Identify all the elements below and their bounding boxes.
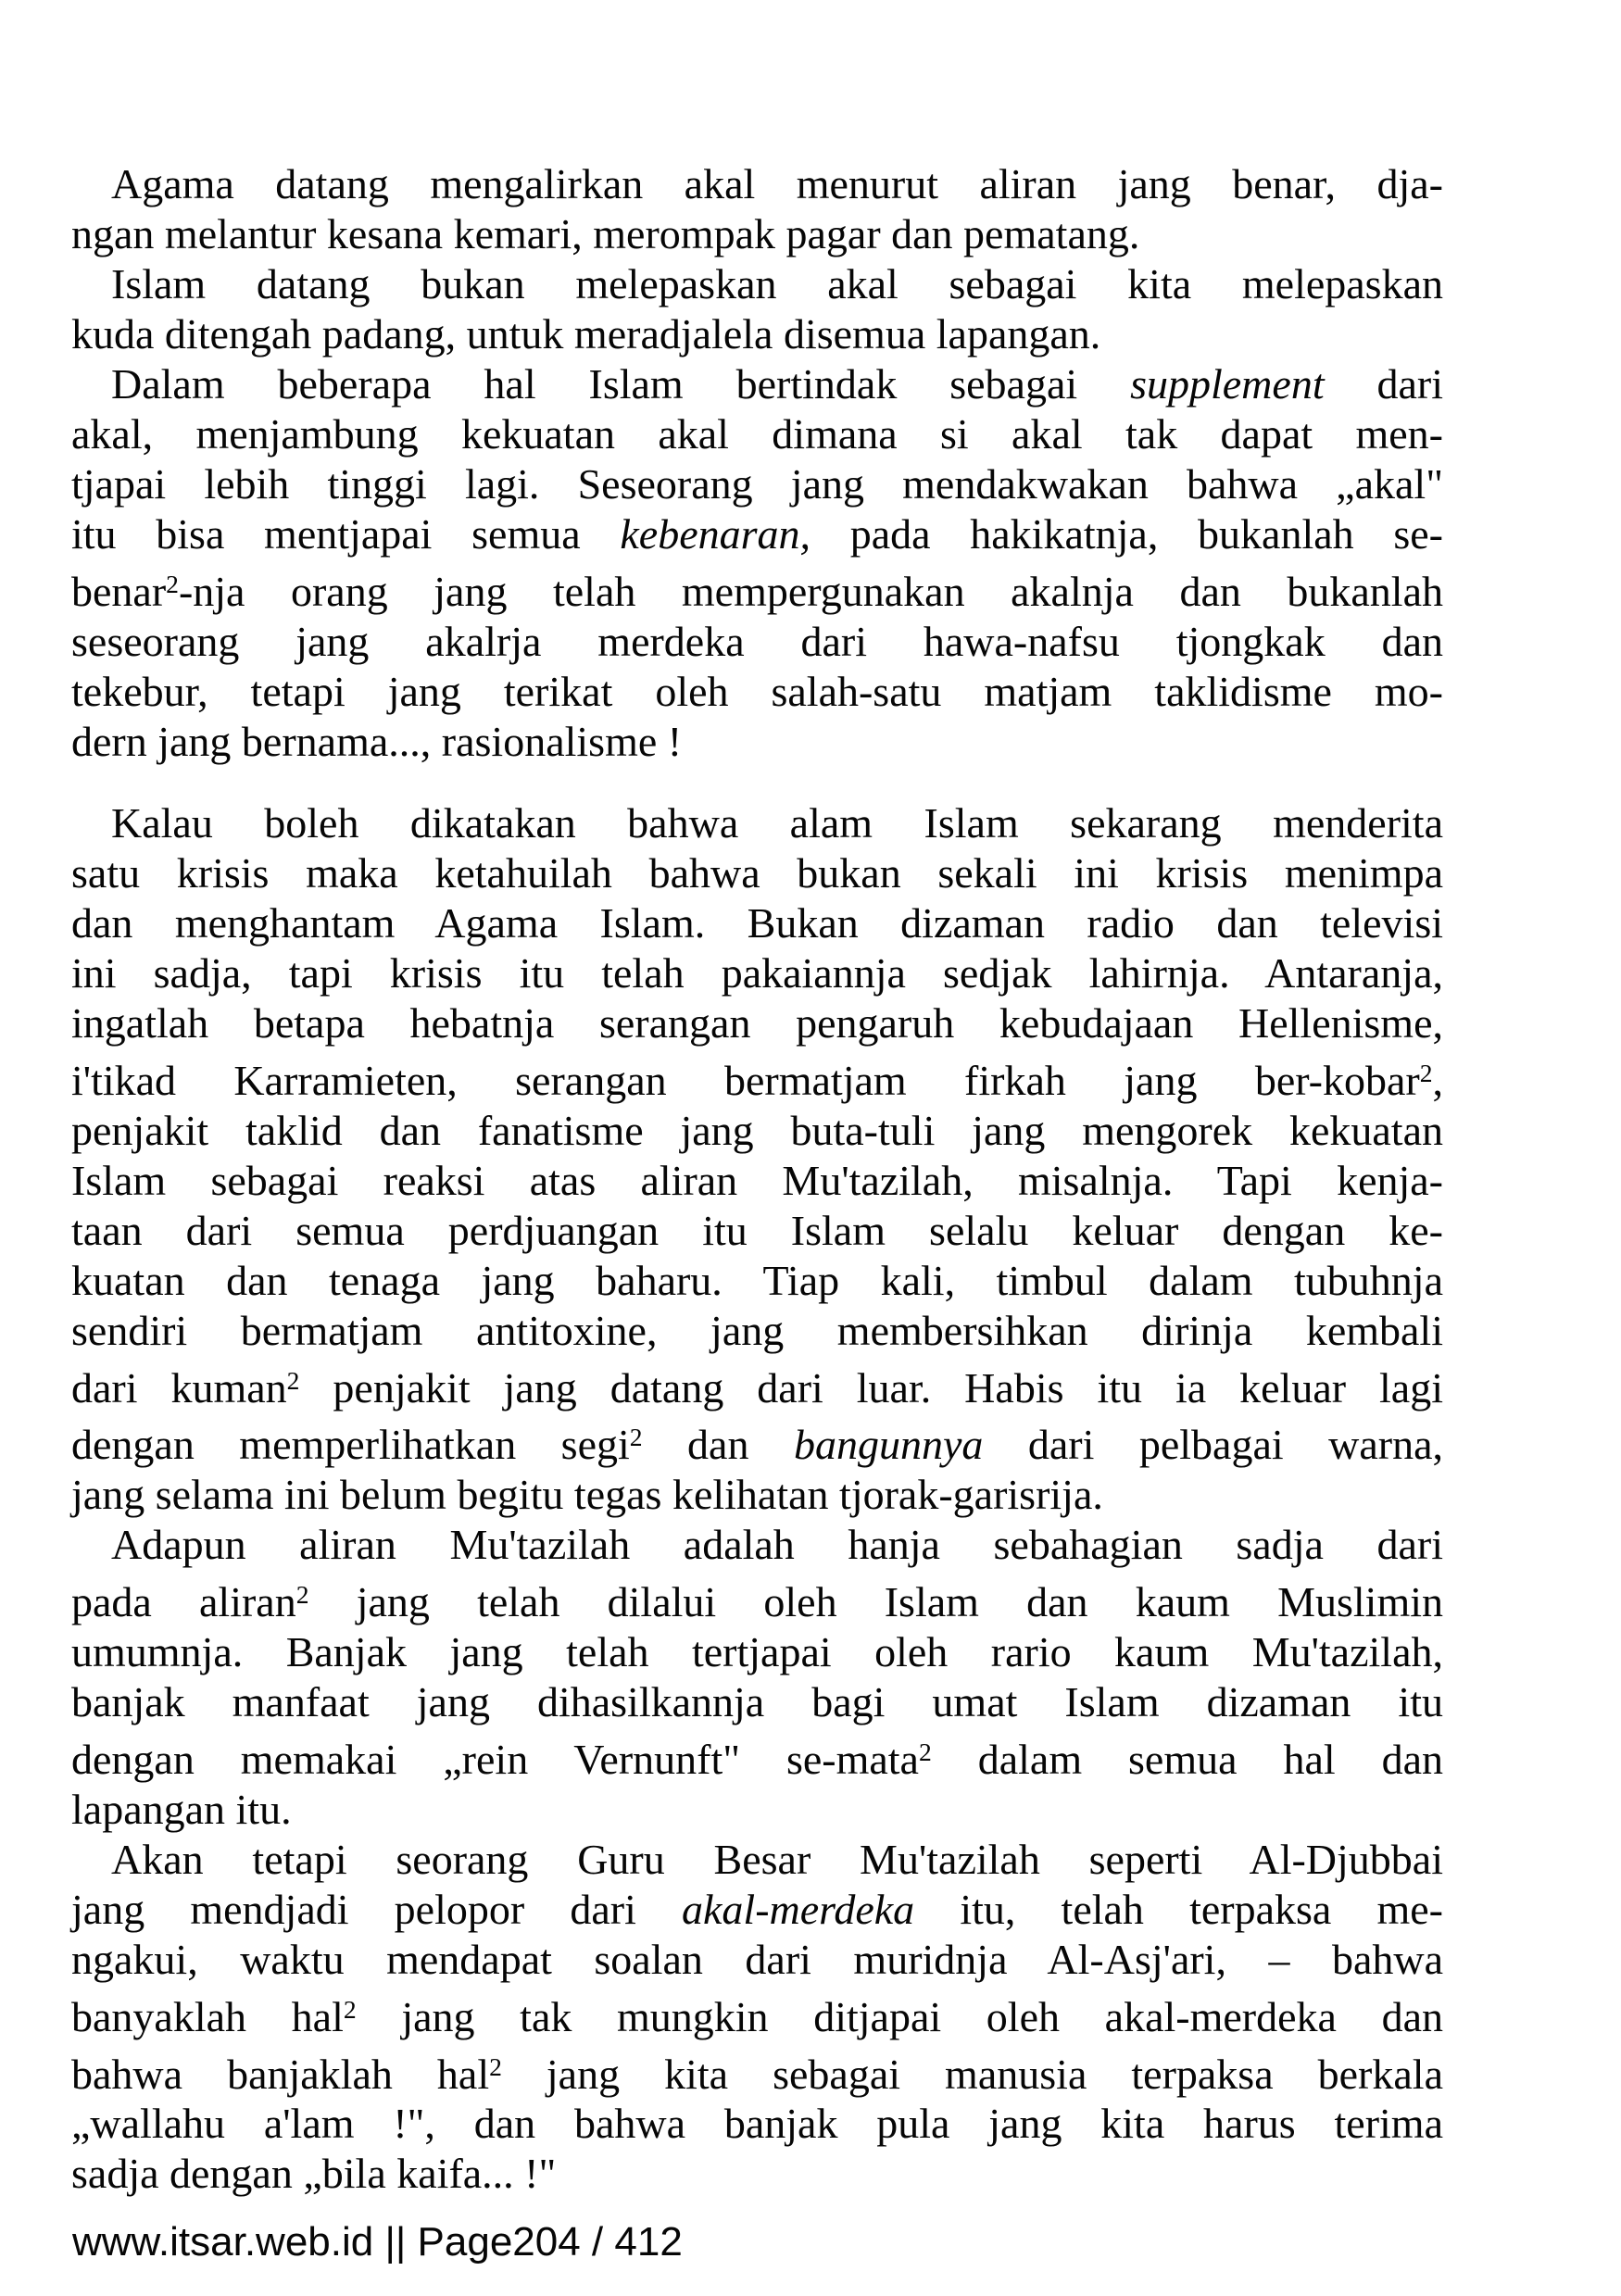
text-line (71, 209, 1443, 259)
text-run: dengan memakai „rein Vernunft" se-mata (71, 1735, 919, 1783)
text-run: benar (71, 567, 167, 615)
text-run: pada aliran (71, 1577, 296, 1625)
text-line (71, 898, 1443, 948)
body-text (71, 159, 1443, 2199)
text-run: Islam sebagai reaksi atas aliran Mu'tazilah, misalnja. Tapi kenja- (71, 1156, 1443, 1204)
text-run: ingatlah betapa hebatnja serangan pengaruh kebudajaan Hellenisme, (71, 998, 1443, 1047)
text-run: dari (1324, 360, 1444, 408)
text-run: kuatan dan tenaga jang baharu. Tiap kali, timbul dalam tubuhnja (71, 1256, 1443, 1304)
text-run: , (1432, 1056, 1443, 1104)
paragraph (71, 159, 1443, 259)
text-line (71, 1627, 1443, 1677)
text-line (71, 1106, 1443, 1156)
superscript-2: 2 (166, 570, 179, 598)
text-line (71, 2099, 1443, 2149)
text-line (71, 617, 1443, 667)
text-run: tekebur, tetapi jang terikat oleh salah-satu matjam taklidisme mo- (71, 667, 1443, 715)
text-run: jang tak mungkin ditjapai oleh akal-merdeka dan (356, 1992, 1443, 2040)
text-line (71, 717, 1443, 767)
text-line (71, 1935, 1443, 1985)
text-run: jang kita sebagai manusia terpaksa berkala (501, 2050, 1443, 2098)
text-line (71, 1156, 1443, 1206)
text-run: seseorang jang akalrja merdeka dari hawa-nafsu tjongkak dan (71, 617, 1443, 665)
superscript-2: 2 (343, 1994, 357, 2024)
text-line (71, 998, 1443, 1048)
text-line (71, 1520, 1443, 1570)
text-run: dari kuman (71, 1363, 287, 1411)
text-line (71, 1306, 1443, 1356)
text-run: „wallahu a'lam !", dan bahwa banjak pula jang kita harus terima (71, 2100, 1443, 2148)
text-line (71, 459, 1443, 509)
text-line (71, 2149, 1443, 2199)
text-line (71, 409, 1443, 459)
paragraph (71, 1835, 1443, 2200)
text-run: itu, telah terpaksa me- (914, 1885, 1443, 1933)
italic-text: akal-merdeka (682, 1885, 915, 1933)
text-line (71, 1727, 1443, 1785)
text-line (71, 509, 1443, 559)
text-run: dengan memperlihatkan segi (71, 1421, 630, 1469)
text-line (71, 1412, 1443, 1470)
text-line (71, 1256, 1443, 1306)
text-run: Dalam beberapa hal Islam bertindak sebagai (111, 360, 1131, 408)
text-run: -nja orang jang telah mempergunakan akalnja dan bukanlah (178, 567, 1443, 615)
text-run: sendiri bermatjam antitoxine, jang membersihkan dirinja kembali (71, 1306, 1443, 1354)
text-run: ngan melantur kesana kemari, merompak pagar dan pematang. (71, 210, 1140, 257)
text-run: bahwa banjaklah hal (71, 2050, 490, 2098)
text-run: Akan tetapi seorang Guru Besar Mu'tazilah seperti Al-Djubbai (111, 1835, 1443, 1883)
text-run: dan menghantam Agama Islam. Bukan dizaman radio dan televisi (71, 898, 1443, 947)
paragraph (71, 798, 1443, 1520)
text-line (71, 159, 1443, 209)
text-run: itu bisa mentjapai semua (71, 510, 621, 558)
paragraph (71, 259, 1443, 359)
paragraph (71, 359, 1443, 767)
text-run: jang selama ini belum begitu tegas kelihatan tjorak-garisrija. (71, 1471, 1103, 1519)
page-footer: www.itsar.web.id || Page204 / 412 (72, 2219, 683, 2265)
text-run: Islam datang bukan melepaskan akal sebagai kita melepaskan (111, 260, 1443, 307)
text-run: dalam semua hal dan (931, 1735, 1443, 1783)
text-run: banjak manfaat jang dihasilkannja bagi umat Islam dizaman itu (71, 1677, 1443, 1725)
text-run: tjapai lebih tinggi lagi. Seseorang jang mendakwakan bahwa „akal" (71, 460, 1443, 508)
text-run: ngakui, waktu mendapat soalan dari muridnja Al-Asj'ari, – bahwa (71, 1935, 1443, 1983)
text-run: dern jang bernama..., rasionalisme ! (71, 717, 683, 765)
text-line (71, 667, 1443, 717)
superscript-2: 2 (918, 1737, 932, 1766)
text-run: i'tikad Karramieten, serangan bermatjam firkah jang ber-kobar (71, 1056, 1420, 1104)
text-line (71, 2042, 1443, 2100)
text-line (71, 259, 1443, 309)
text-run: dari pelbagai warna, (983, 1421, 1444, 1469)
text-line (71, 1835, 1443, 1885)
paragraph (71, 1520, 1443, 1835)
text-run: satu krisis maka ketahuilah bahwa bukan sekali ini krisis menimpa (71, 848, 1443, 897)
text-run: dan (642, 1421, 794, 1469)
text-line (71, 1048, 1443, 1106)
text-line (71, 1570, 1443, 1627)
text-run: Adapun aliran Mu'tazilah adalah hanja sebahagian sadja dari (111, 1521, 1443, 1569)
superscript-2: 2 (286, 1365, 300, 1395)
text-run: akal, menjambung kekuatan akal dimana si akal tak dapat men- (71, 410, 1443, 458)
text-run: Agama datang mengalirkan akal menurut aliran jang benar, dja- (111, 160, 1443, 207)
superscript-2: 2 (1419, 1058, 1433, 1087)
text-line (71, 559, 1443, 617)
text-line (71, 1785, 1443, 1835)
text-line (71, 1356, 1443, 1413)
text-line (71, 1985, 1443, 2042)
text-run: kuda ditengah padang, untuk meradjalela disemua lapangan. (71, 310, 1101, 358)
text-run: umumnja. Banjak jang telah tertjapai oleh rario kaum Mu'tazilah, (71, 1627, 1443, 1675)
text-run: penjakit jang datang dari luar. Habis itu ia keluar lagi (299, 1363, 1443, 1411)
text-run: taan dari semua perdjuangan itu Islam selalu keluar dengan ke- (71, 1206, 1443, 1254)
text-run: jang telah dilalui oleh Islam dan kaum Muslimin (308, 1577, 1444, 1625)
text-line (71, 1206, 1443, 1256)
italic-text: supplement (1130, 360, 1325, 408)
text-run: lapangan itu. (71, 1785, 292, 1833)
text-run: banyaklah hal (71, 1992, 344, 2040)
text-line (71, 359, 1443, 409)
text-run: pada hakikatnja, bukanlah se- (810, 510, 1443, 558)
italic-text: bangunnya (793, 1421, 984, 1469)
superscript-2: 2 (629, 1423, 643, 1452)
text-line (71, 798, 1443, 848)
text-run: sadja dengan „bila kaifa... !" (71, 2150, 557, 2198)
superscript-2: 2 (489, 2051, 502, 2081)
text-line (71, 1470, 1443, 1520)
text-line (71, 309, 1443, 359)
text-run: ini sadja, tapi krisis itu telah pakaiannja sedjak lahirnja. Antaranja, (71, 948, 1443, 997)
superscript-2: 2 (295, 1580, 309, 1610)
text-line (71, 948, 1443, 998)
text-run: penjakit taklid dan fanatisme jang buta-tuli jang mengorek kekuatan (71, 1106, 1443, 1154)
text-run: jang mendjadi pelopor dari (71, 1885, 682, 1933)
italic-text: kebenaran, (620, 510, 811, 558)
text-run: Kalau boleh dikatakan bahwa alam Islam sekarang menderita (111, 798, 1443, 847)
text-line (71, 1885, 1443, 1935)
text-line (71, 848, 1443, 898)
text-line (71, 1677, 1443, 1727)
